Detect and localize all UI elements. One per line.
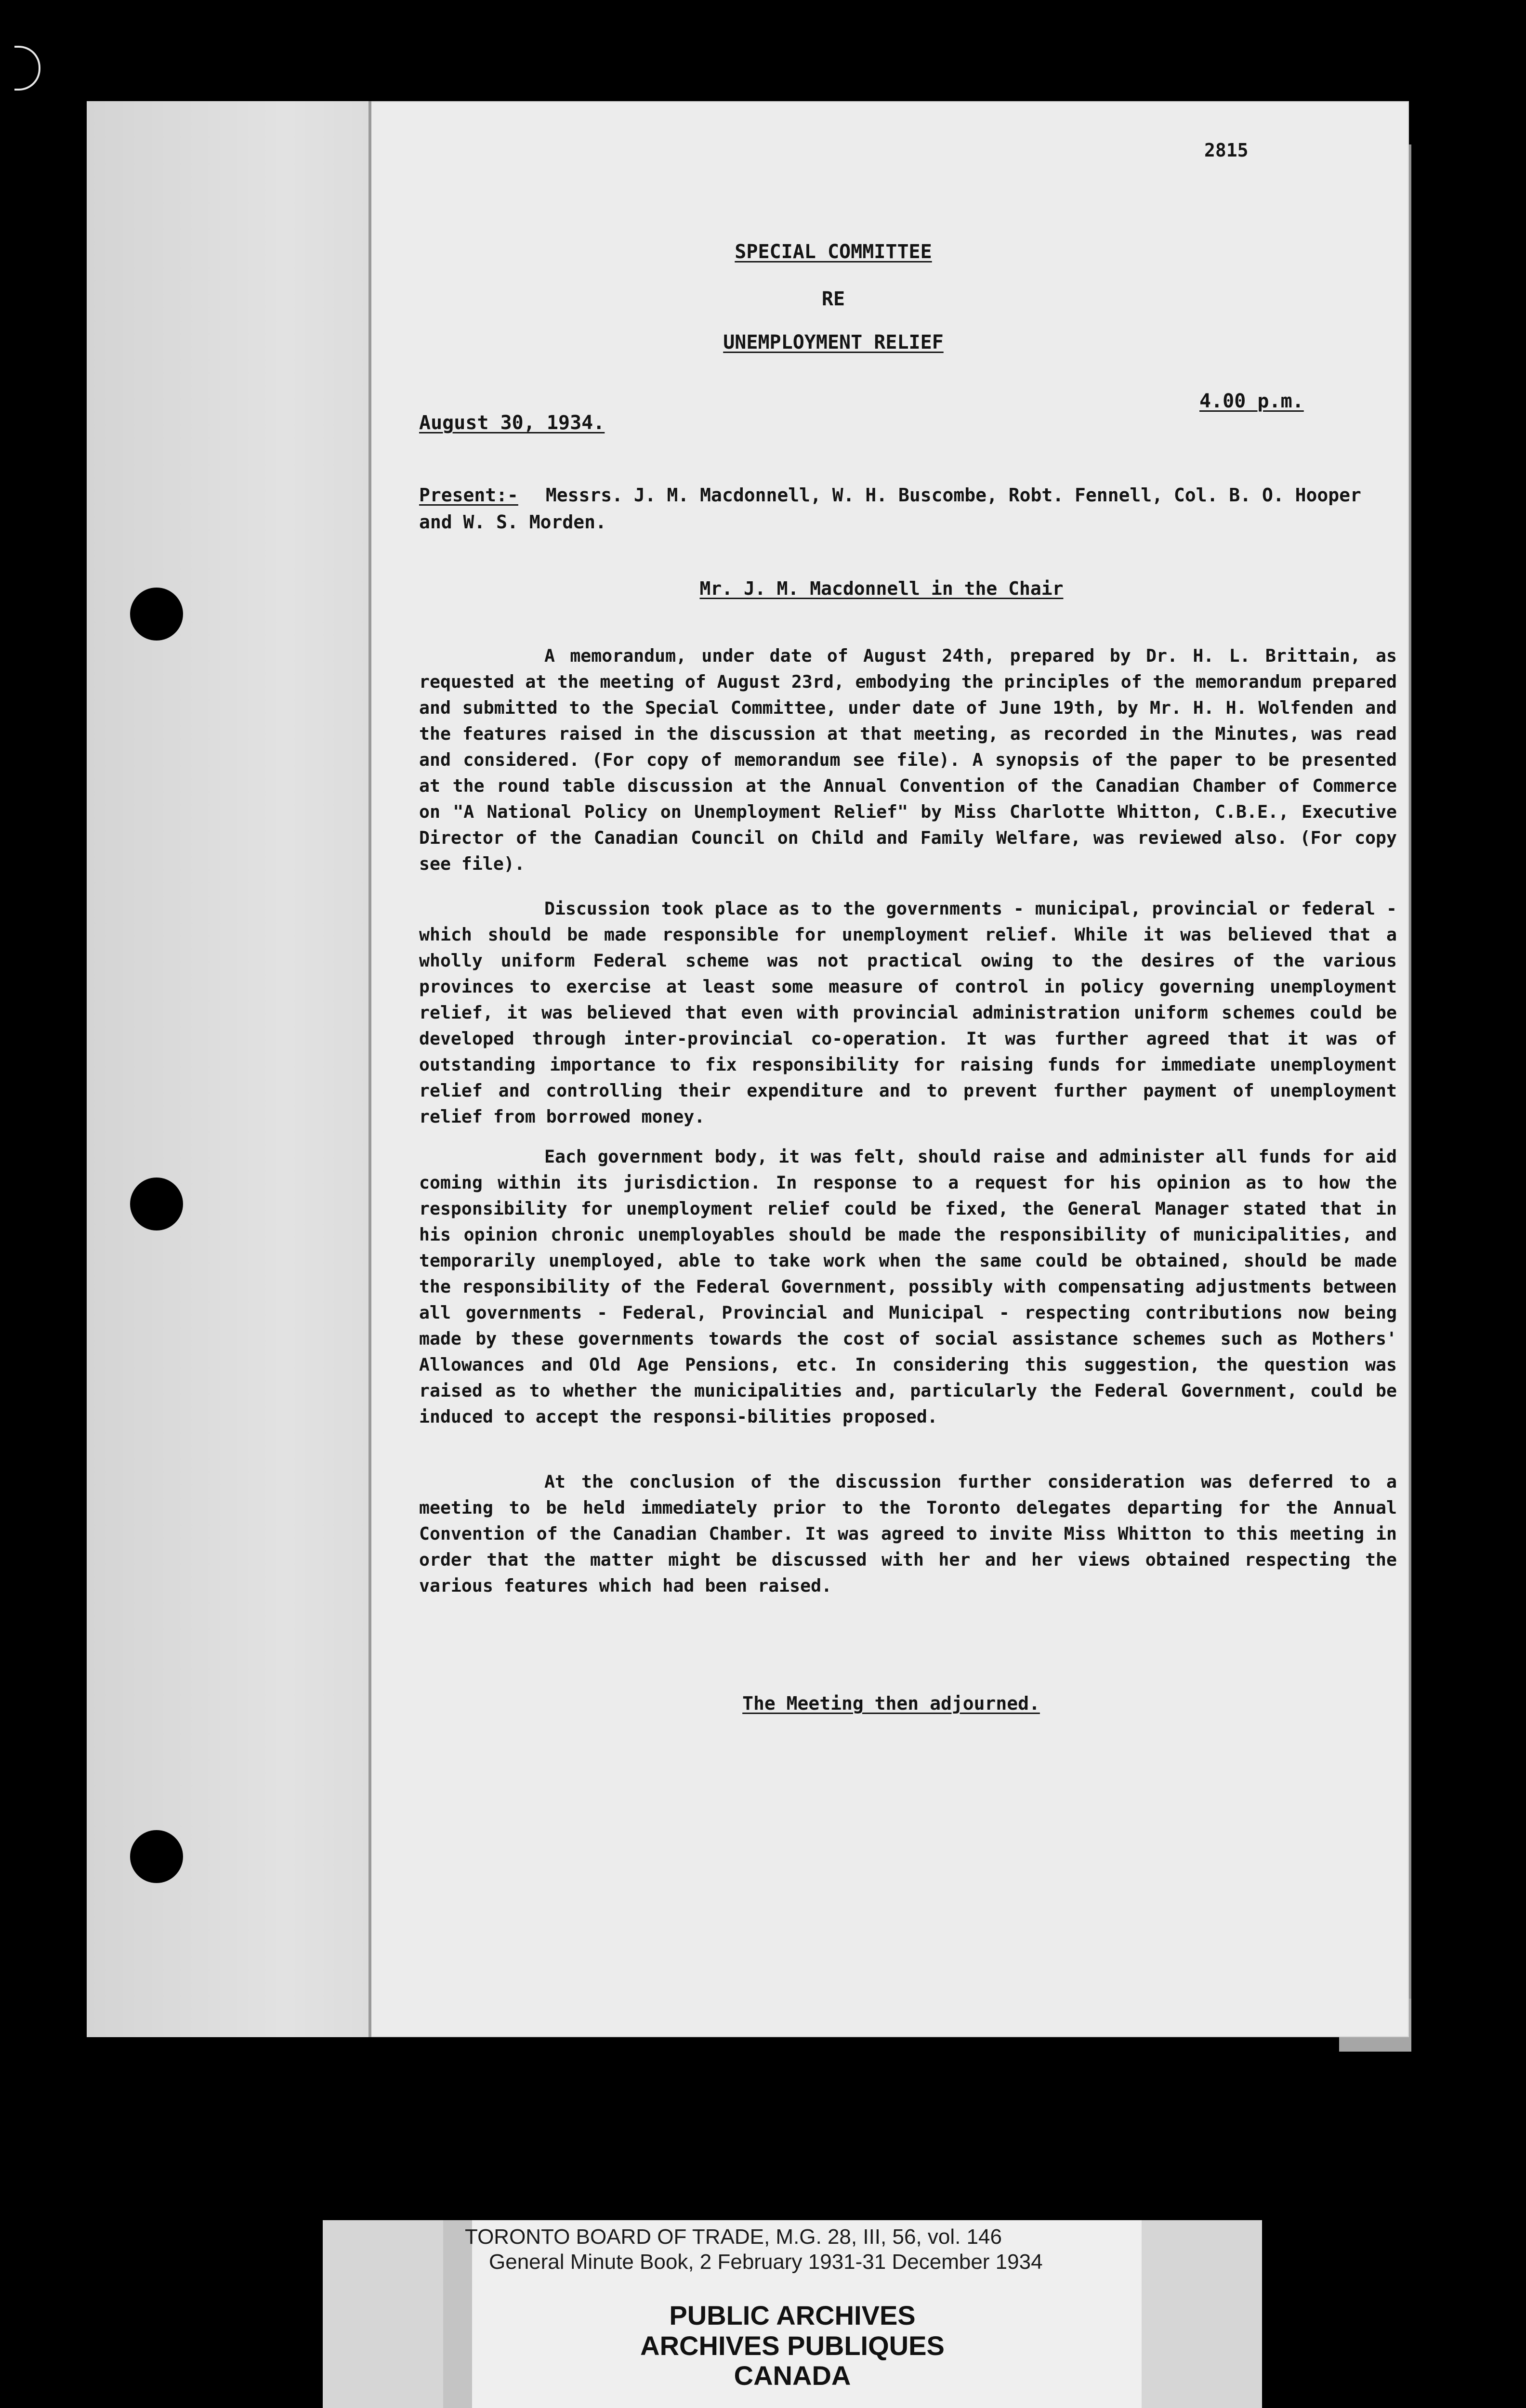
binding-margin [87,101,371,2037]
page-number: 2815 [1204,140,1249,161]
paragraph-4: At the conclusion of the discussion further consideration was deferred to a meeting to be held immediately prior to the Toronto delegates departing for the Annual Convention of the Canadian Chamber. It was agreed to invite Miss Whitton to this meeting in order that the matter might be discussed with her and her views obtained respecting the various features which had been raised. [419,1471,1397,1596]
archive-stamp-line-2: ARCHIVES PUBLIQUES [640,2330,945,2361]
title-line-3: UNEMPLOYMENT RELIEF [723,331,944,353]
archive-citation-line-2: General Minute Book, 2 February 1931-31 December 1934 [489,2250,1043,2274]
meeting-date: August 30, 1934. [419,412,605,434]
paragraph-2: Discussion took place as to the governments - municipal, provincial or federal - which should be made responsible for unemployment relief. While it was believed that a wholly uniform Federal scheme was not practical owing to the desires of the various provinces to exercise at least some measure of control in policy governing unemployment relief, it was believed that even with provincial administration uniform schemes could be developed through inter-provincial co-operation. It was further agreed that it was of outstanding importance to fix responsibility for raising funds for immediate unemployment relief and controlling their expenditure and to prevent further payment of unemployment relief from borrowed money. [419,898,1397,1127]
punch-hole-bottom [130,1830,183,1883]
closing-line: The Meeting then adjourned. [742,1693,1040,1714]
margin-line [368,101,371,2037]
punch-hole-middle [130,1178,183,1230]
punch-hole-top [130,588,183,641]
present-names: Messrs. J. M. Macdonnell, W. H. Buscombe, Robt. Fennell, Col. B. O. Hooper and W. S. Morden. [419,484,1361,533]
archive-label [323,2220,1262,2408]
title-line-1: SPECIAL COMMITTEE [735,241,932,263]
minute-page [87,101,1409,2037]
paragraph-1: A memorandum, under date of August 24th, prepared by Dr. H. L. Brittain, as requested at the meeting of August 23rd, embodying the principles of the memorandum prepared and submitted to the Special Committee, under date of June 19th, by Mr. H. H. Wolfenden and the features raised in the discussion at that meeting, as recorded in the Minutes, was read and considered. (For copy of memorandum see file). A synopsis of the paper to be presented at the round table discussion at the Annual Convention of the Canadian Chamber of Commerce on "A National Policy on Unemployment Relief" by Miss Charlotte Whitton, C.B.E., Executive Director of the Canadian Council on Child and Family Welfare, was reviewed also. (For copy see file). [419,645,1397,874]
chair-line: Mr. J. M. Macdonnell in the Chair [699,578,1064,599]
film-corner-mark [14,46,40,91]
title-line-2: RE [821,288,845,310]
attendees [419,482,1382,536]
archive-citation-line-1: TORONTO BOARD OF TRADE, M.G. 28, III, 56, vol. 146 [465,2225,1002,2249]
present-label: Present:- [419,484,518,506]
meeting-time: 4.00 p.m. [1199,390,1304,412]
archive-stamp-line-3: CANADA [734,2360,851,2391]
archive-stamp-line-1: PUBLIC ARCHIVES [669,2300,916,2330]
paragraph-3: Each government body, it was felt, should raise and administer all funds for aid coming within its jurisdiction. In response to a request for his opinion as to how the responsibility for unemployment relief could be fixed, the General Manager stated that in his opinion chronic unemployables should be made the responsibility of municipalities, and temporarily unemployed, able to take work when the same could be obtained, should be made the responsibility of the Federal Government, possibly with compensating adjustments between all governments - Federal, Provincial and Municipal - respecting contributions now being made by these governments towards the cost of social assistance schemes such as Mothers' Allowances and Old Age Pensions, etc. In considering this suggestion, the question was raised as to whether the municipalities and, particularly the Federal Government, could be induced to accept the responsi-bilities proposed. [419,1146,1397,1427]
